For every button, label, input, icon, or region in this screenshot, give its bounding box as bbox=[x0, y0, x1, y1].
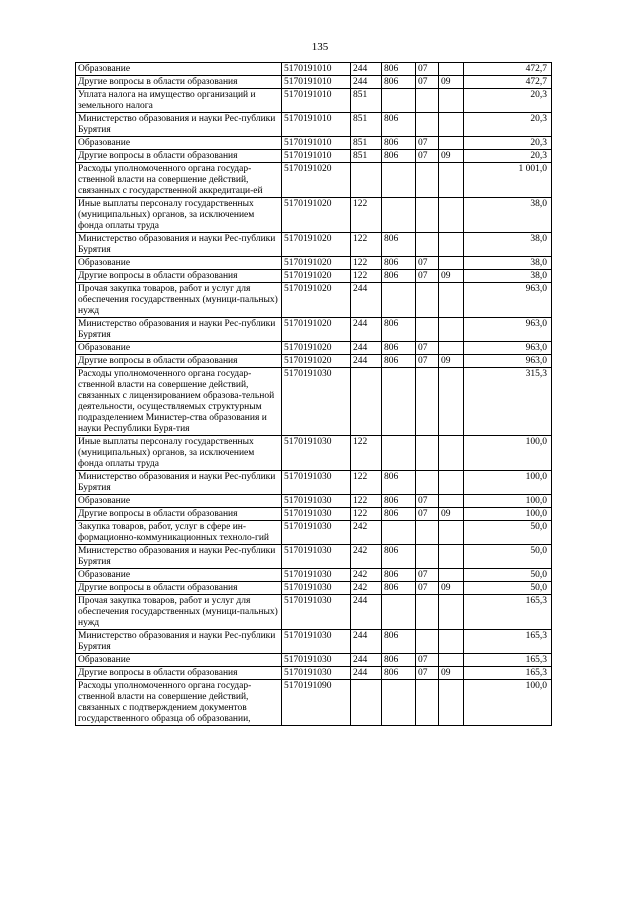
cell-name: Образование bbox=[76, 257, 282, 270]
cell-name: Другие вопросы в области образования bbox=[76, 508, 282, 521]
cell-subsection bbox=[439, 630, 464, 654]
cell-amount: 50,0 bbox=[464, 582, 552, 595]
cell-subsection bbox=[439, 257, 464, 270]
cell-amount: 472,7 bbox=[464, 63, 552, 76]
cell-target-article: 5170191030 bbox=[282, 582, 351, 595]
cell-subsection: 09 bbox=[439, 150, 464, 163]
table-row bbox=[76, 545, 552, 569]
table-row bbox=[76, 257, 552, 270]
table-row bbox=[76, 270, 552, 283]
cell-amount: 38,0 bbox=[464, 270, 552, 283]
cell-section: 07 bbox=[416, 508, 439, 521]
cell-department bbox=[382, 89, 416, 113]
cell-name: Министерство образования и науки Рес-публики Бурятия bbox=[76, 471, 282, 495]
cell-section: 07 bbox=[416, 654, 439, 667]
cell-name: Другие вопросы в области образования bbox=[76, 667, 282, 680]
cell-target-article: 5170191030 bbox=[282, 436, 351, 471]
cell-subsection: 09 bbox=[439, 76, 464, 89]
cell-department: 806 bbox=[382, 630, 416, 654]
cell-amount: 38,0 bbox=[464, 257, 552, 270]
cell-section: 07 bbox=[416, 63, 439, 76]
cell-department: 806 bbox=[382, 150, 416, 163]
cell-section bbox=[416, 521, 439, 545]
cell-department: 806 bbox=[382, 233, 416, 257]
table-row bbox=[76, 495, 552, 508]
cell-subsection bbox=[439, 137, 464, 150]
cell-subsection bbox=[439, 471, 464, 495]
table-row bbox=[76, 368, 552, 436]
table-row bbox=[76, 283, 552, 318]
cell-target-article: 5170191010 bbox=[282, 89, 351, 113]
table-row bbox=[76, 76, 552, 89]
cell-section bbox=[416, 630, 439, 654]
cell-department: 806 bbox=[382, 471, 416, 495]
cell-amount: 100,0 bbox=[464, 680, 552, 726]
table-row bbox=[76, 163, 552, 198]
cell-subsection bbox=[439, 198, 464, 233]
cell-expense-type: 244 bbox=[351, 342, 382, 355]
cell-amount: 165,3 bbox=[464, 654, 552, 667]
cell-target-article: 5170191010 bbox=[282, 63, 351, 76]
cell-department: 806 bbox=[382, 318, 416, 342]
table-body bbox=[76, 63, 552, 726]
cell-amount: 38,0 bbox=[464, 198, 552, 233]
cell-amount: 963,0 bbox=[464, 318, 552, 342]
cell-amount: 165,3 bbox=[464, 595, 552, 630]
cell-name: Другие вопросы в области образования bbox=[76, 355, 282, 368]
cell-expense-type bbox=[351, 163, 382, 198]
cell-expense-type: 122 bbox=[351, 495, 382, 508]
cell-section: 07 bbox=[416, 150, 439, 163]
cell-name: Министерство образования и науки Рес-публики Бурятия bbox=[76, 113, 282, 137]
table-row bbox=[76, 630, 552, 654]
cell-section bbox=[416, 680, 439, 726]
cell-department: 806 bbox=[382, 582, 416, 595]
cell-expense-type: 122 bbox=[351, 436, 382, 471]
cell-amount: 1 001,0 bbox=[464, 163, 552, 198]
table-row bbox=[76, 436, 552, 471]
cell-expense-type: 122 bbox=[351, 257, 382, 270]
cell-subsection bbox=[439, 495, 464, 508]
cell-name: Образование bbox=[76, 495, 282, 508]
cell-amount: 315,3 bbox=[464, 368, 552, 436]
cell-amount: 165,3 bbox=[464, 630, 552, 654]
cell-expense-type: 122 bbox=[351, 508, 382, 521]
cell-target-article: 5170191010 bbox=[282, 113, 351, 137]
cell-expense-type: 244 bbox=[351, 630, 382, 654]
cell-expense-type: 244 bbox=[351, 76, 382, 89]
cell-target-article: 5170191020 bbox=[282, 198, 351, 233]
cell-name: Иные выплаты персоналу государственных (муниципальных) органов, за исключением фонда оплаты труда bbox=[76, 436, 282, 471]
cell-name: Другие вопросы в области образования bbox=[76, 582, 282, 595]
cell-section bbox=[416, 436, 439, 471]
cell-amount: 472,7 bbox=[464, 76, 552, 89]
cell-target-article: 5170191030 bbox=[282, 630, 351, 654]
cell-name: Другие вопросы в области образования bbox=[76, 270, 282, 283]
cell-subsection bbox=[439, 654, 464, 667]
cell-target-article: 5170191020 bbox=[282, 283, 351, 318]
cell-expense-type: 122 bbox=[351, 233, 382, 257]
cell-amount: 963,0 bbox=[464, 342, 552, 355]
cell-subsection: 09 bbox=[439, 667, 464, 680]
cell-target-article: 5170191020 bbox=[282, 270, 351, 283]
cell-subsection bbox=[439, 89, 464, 113]
cell-department: 806 bbox=[382, 137, 416, 150]
table-row bbox=[76, 198, 552, 233]
cell-expense-type: 244 bbox=[351, 63, 382, 76]
budget-table bbox=[75, 62, 552, 726]
cell-department: 806 bbox=[382, 76, 416, 89]
cell-expense-type: 244 bbox=[351, 667, 382, 680]
cell-expense-type: 244 bbox=[351, 283, 382, 318]
cell-department: 806 bbox=[382, 545, 416, 569]
cell-target-article: 5170191030 bbox=[282, 508, 351, 521]
cell-target-article: 5170191030 bbox=[282, 471, 351, 495]
cell-name: Расходы уполномоченного органа государ-ственной власти на совершение действий, связанных с государственной аккредитаци-ей bbox=[76, 163, 282, 198]
cell-subsection bbox=[439, 436, 464, 471]
cell-expense-type: 122 bbox=[351, 270, 382, 283]
cell-target-article: 5170191030 bbox=[282, 654, 351, 667]
cell-expense-type: 851 bbox=[351, 113, 382, 137]
cell-amount: 100,0 bbox=[464, 471, 552, 495]
cell-target-article: 5170191020 bbox=[282, 355, 351, 368]
cell-expense-type: 242 bbox=[351, 545, 382, 569]
cell-subsection bbox=[439, 545, 464, 569]
cell-expense-type bbox=[351, 680, 382, 726]
cell-amount: 20,3 bbox=[464, 150, 552, 163]
cell-section: 07 bbox=[416, 667, 439, 680]
cell-expense-type: 242 bbox=[351, 582, 382, 595]
cell-target-article: 5170191090 bbox=[282, 680, 351, 726]
table-row bbox=[76, 342, 552, 355]
cell-amount: 38,0 bbox=[464, 233, 552, 257]
cell-department: 806 bbox=[382, 63, 416, 76]
cell-department: 806 bbox=[382, 257, 416, 270]
cell-name: Министерство образования и науки Рес-публики Бурятия bbox=[76, 318, 282, 342]
cell-expense-type: 242 bbox=[351, 569, 382, 582]
table-row bbox=[76, 654, 552, 667]
cell-section bbox=[416, 545, 439, 569]
cell-section bbox=[416, 233, 439, 257]
cell-expense-type: 851 bbox=[351, 89, 382, 113]
cell-amount: 963,0 bbox=[464, 355, 552, 368]
cell-section: 07 bbox=[416, 137, 439, 150]
cell-expense-type: 242 bbox=[351, 521, 382, 545]
cell-subsection: 09 bbox=[439, 582, 464, 595]
cell-target-article: 5170191030 bbox=[282, 595, 351, 630]
cell-section: 07 bbox=[416, 495, 439, 508]
cell-amount: 50,0 bbox=[464, 545, 552, 569]
cell-amount: 100,0 bbox=[464, 508, 552, 521]
cell-amount: 100,0 bbox=[464, 436, 552, 471]
table-row bbox=[76, 150, 552, 163]
cell-subsection bbox=[439, 163, 464, 198]
cell-name: Иные выплаты персоналу государственных (муниципальных) органов, за исключением фонда оплаты труда bbox=[76, 198, 282, 233]
cell-section bbox=[416, 89, 439, 113]
cell-expense-type: 244 bbox=[351, 654, 382, 667]
table-row bbox=[76, 595, 552, 630]
cell-target-article: 5170191020 bbox=[282, 342, 351, 355]
cell-name: Образование bbox=[76, 137, 282, 150]
table-row bbox=[76, 89, 552, 113]
cell-target-article: 5170191020 bbox=[282, 318, 351, 342]
cell-name: Прочая закупка товаров, работ и услуг для обеспечения государственных (муници-пальных) нужд bbox=[76, 283, 282, 318]
cell-department: 806 bbox=[382, 355, 416, 368]
cell-subsection bbox=[439, 680, 464, 726]
cell-subsection bbox=[439, 595, 464, 630]
cell-expense-type: 122 bbox=[351, 198, 382, 233]
cell-subsection bbox=[439, 283, 464, 318]
table-row bbox=[76, 667, 552, 680]
table-row bbox=[76, 521, 552, 545]
cell-target-article: 5170191020 bbox=[282, 163, 351, 198]
cell-name: Другие вопросы в области образования bbox=[76, 150, 282, 163]
cell-subsection bbox=[439, 113, 464, 137]
cell-expense-type bbox=[351, 368, 382, 436]
cell-target-article: 5170191030 bbox=[282, 368, 351, 436]
cell-section: 07 bbox=[416, 76, 439, 89]
cell-department bbox=[382, 436, 416, 471]
cell-subsection bbox=[439, 521, 464, 545]
cell-subsection bbox=[439, 233, 464, 257]
cell-subsection bbox=[439, 318, 464, 342]
cell-expense-type: 851 bbox=[351, 137, 382, 150]
cell-name: Образование bbox=[76, 342, 282, 355]
table-row bbox=[76, 63, 552, 76]
cell-amount: 963,0 bbox=[464, 283, 552, 318]
cell-target-article: 5170191010 bbox=[282, 76, 351, 89]
cell-name: Уплата налога на имущество организаций и земельного налога bbox=[76, 89, 282, 113]
cell-section: 07 bbox=[416, 569, 439, 582]
cell-department: 806 bbox=[382, 667, 416, 680]
cell-subsection bbox=[439, 63, 464, 76]
table-row bbox=[76, 318, 552, 342]
cell-department bbox=[382, 163, 416, 198]
cell-subsection: 09 bbox=[439, 508, 464, 521]
cell-section bbox=[416, 318, 439, 342]
cell-section bbox=[416, 283, 439, 318]
cell-section: 07 bbox=[416, 342, 439, 355]
cell-name: Министерство образования и науки Рес-публики Бурятия bbox=[76, 233, 282, 257]
cell-target-article: 5170191010 bbox=[282, 137, 351, 150]
cell-expense-type: 851 bbox=[351, 150, 382, 163]
table-row bbox=[76, 233, 552, 257]
cell-department bbox=[382, 368, 416, 436]
cell-target-article: 5170191030 bbox=[282, 667, 351, 680]
cell-name: Образование bbox=[76, 654, 282, 667]
cell-department: 806 bbox=[382, 113, 416, 137]
cell-department: 806 bbox=[382, 342, 416, 355]
cell-expense-type: 244 bbox=[351, 318, 382, 342]
cell-department: 806 bbox=[382, 569, 416, 582]
cell-department bbox=[382, 595, 416, 630]
cell-subsection bbox=[439, 569, 464, 582]
table-row bbox=[76, 471, 552, 495]
cell-subsection bbox=[439, 368, 464, 436]
cell-section bbox=[416, 471, 439, 495]
cell-amount: 165,3 bbox=[464, 667, 552, 680]
cell-name: Образование bbox=[76, 63, 282, 76]
cell-section bbox=[416, 368, 439, 436]
cell-amount: 100,0 bbox=[464, 495, 552, 508]
cell-amount: 20,3 bbox=[464, 137, 552, 150]
cell-amount: 50,0 bbox=[464, 569, 552, 582]
cell-name: Прочая закупка товаров, работ и услуг для обеспечения государственных (муници-пальных) нужд bbox=[76, 595, 282, 630]
cell-name: Министерство образования и науки Рес-публики Бурятия bbox=[76, 545, 282, 569]
cell-department: 806 bbox=[382, 270, 416, 283]
cell-target-article: 5170191020 bbox=[282, 257, 351, 270]
cell-department: 806 bbox=[382, 495, 416, 508]
page-number: 135 bbox=[311, 41, 329, 53]
cell-target-article: 5170191020 bbox=[282, 233, 351, 257]
cell-amount: 50,0 bbox=[464, 521, 552, 545]
cell-section: 07 bbox=[416, 257, 439, 270]
cell-subsection bbox=[439, 342, 464, 355]
cell-section bbox=[416, 113, 439, 137]
cell-name: Расходы уполномоченного органа государ-ственной власти на совершение действий, связанных с лицензированием образова-тельной деятельности, осуществляемых структурным подразделением Министер-ства образования и науки Республики Буря-тия bbox=[76, 368, 282, 436]
table-row bbox=[76, 582, 552, 595]
cell-target-article: 5170191030 bbox=[282, 521, 351, 545]
cell-name: Закупка товаров, работ, услуг в сфере ин-формационно-коммуникационных техноло-гий bbox=[76, 521, 282, 545]
cell-section bbox=[416, 595, 439, 630]
cell-name: Другие вопросы в области образования bbox=[76, 76, 282, 89]
cell-target-article: 5170191010 bbox=[282, 150, 351, 163]
table-row bbox=[76, 508, 552, 521]
cell-department: 806 bbox=[382, 508, 416, 521]
cell-section: 07 bbox=[416, 582, 439, 595]
cell-target-article: 5170191030 bbox=[282, 495, 351, 508]
cell-department bbox=[382, 283, 416, 318]
table-row bbox=[76, 355, 552, 368]
cell-section: 07 bbox=[416, 270, 439, 283]
cell-name: Расходы уполномоченного органа государ-ственной власти на совершение действий, связанных с подтверждением документов государственного образца об образовании, bbox=[76, 680, 282, 726]
cell-section bbox=[416, 163, 439, 198]
cell-name: Образование bbox=[76, 569, 282, 582]
cell-name: Министерство образования и науки Рес-публики Бурятия bbox=[76, 630, 282, 654]
cell-subsection: 09 bbox=[439, 270, 464, 283]
cell-subsection: 09 bbox=[439, 355, 464, 368]
cell-target-article: 5170191030 bbox=[282, 569, 351, 582]
cell-department bbox=[382, 680, 416, 726]
table-row bbox=[76, 137, 552, 150]
cell-department: 806 bbox=[382, 654, 416, 667]
cell-department bbox=[382, 198, 416, 233]
cell-expense-type: 244 bbox=[351, 355, 382, 368]
table-row bbox=[76, 680, 552, 726]
table-row bbox=[76, 569, 552, 582]
cell-amount: 20,3 bbox=[464, 113, 552, 137]
cell-section bbox=[416, 198, 439, 233]
cell-department bbox=[382, 521, 416, 545]
cell-amount: 20,3 bbox=[464, 89, 552, 113]
cell-section: 07 bbox=[416, 355, 439, 368]
cell-expense-type: 122 bbox=[351, 471, 382, 495]
cell-expense-type: 244 bbox=[351, 595, 382, 630]
cell-target-article: 5170191030 bbox=[282, 545, 351, 569]
table-row bbox=[76, 113, 552, 137]
